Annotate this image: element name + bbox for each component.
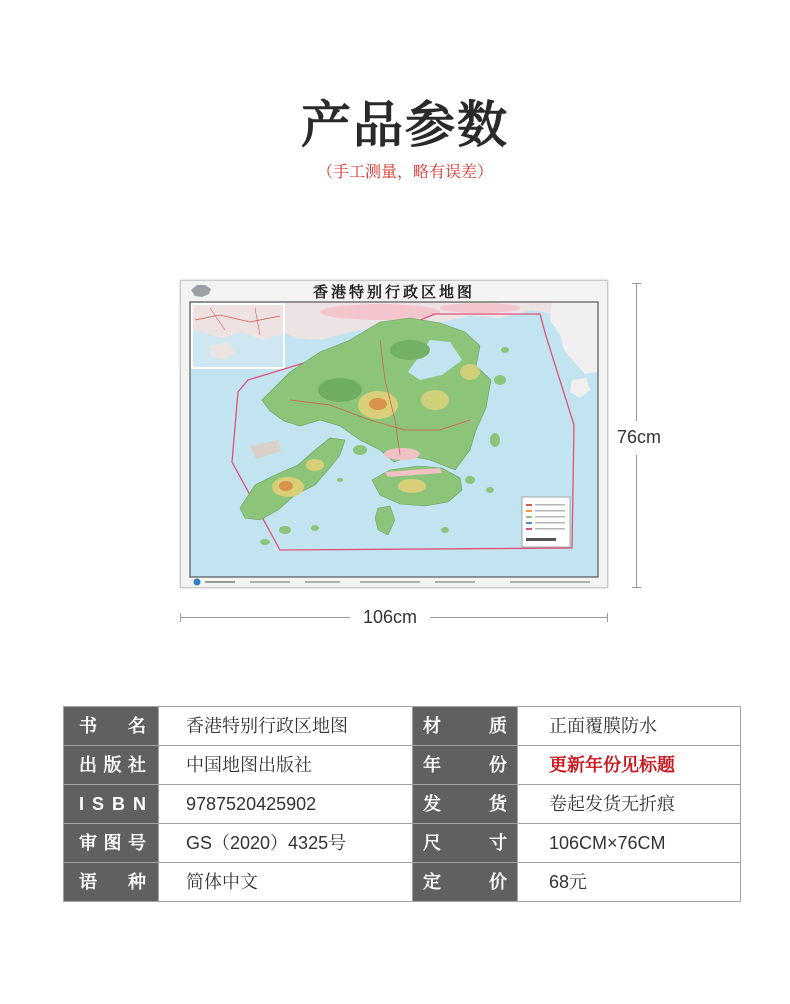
map-product-image [180, 280, 608, 588]
map-urban-area [320, 304, 440, 320]
spec-label: 材质 [413, 707, 518, 746]
map-terrain-high [306, 459, 324, 471]
map-legend-line [535, 504, 565, 506]
map-terrain-high [421, 390, 449, 410]
spec-value: 香港特别行政区地图 [159, 707, 413, 746]
spec-value: 中国地图出版社 [159, 746, 413, 785]
spec-label: 书名 [64, 707, 159, 746]
map-illustration [180, 280, 608, 588]
spec-value: 卷起发货无折痕 [518, 785, 741, 824]
map-land-islet [476, 394, 484, 406]
spec-value: 9787520425902 [159, 785, 413, 824]
spec-label: 尺寸 [413, 824, 518, 863]
map-legend-line [535, 528, 565, 530]
spec-row [64, 824, 741, 863]
map-terrain-high [398, 479, 426, 493]
map-legend-swatch [526, 516, 532, 518]
map-terrain-ridge [390, 340, 430, 360]
map-land-tsing-yi [353, 445, 367, 455]
map-land-islet [260, 539, 270, 545]
page-title: 产品参数 [301, 97, 509, 153]
map-terrain-ridge [318, 378, 362, 402]
map-footer-print-info [435, 581, 475, 583]
height-dimension-line [636, 455, 637, 587]
spec-value: GS（2020）4325号 [159, 824, 413, 863]
spec-label: 定价 [413, 863, 518, 902]
spec-row [64, 785, 741, 824]
map-land-peng-chau [337, 478, 343, 482]
spec-value: 正面覆膜防水 [518, 707, 741, 746]
width-dimension-line [430, 617, 608, 618]
map-footer-print-info [305, 581, 340, 583]
spec-value: 简体中文 [159, 863, 413, 902]
spec-label: 发货 [413, 785, 518, 824]
page-subtitle: （手工测量，略有误差） [316, 164, 493, 181]
map-terrain-high [460, 364, 480, 380]
map-terrain-peak [279, 481, 293, 491]
map-legend-line [535, 516, 565, 518]
spec-label: 语种 [64, 863, 159, 902]
width-dimension-tick [607, 613, 608, 622]
map-footer-print-info [510, 581, 590, 583]
map-land-islet [486, 487, 494, 493]
product-spec-table [63, 706, 741, 902]
map-land-islet [501, 347, 509, 353]
map-legend-line [535, 510, 565, 512]
map-footer-print-info [250, 581, 290, 583]
spec-row [64, 746, 741, 785]
map-legend-swatch [526, 510, 532, 512]
map-footer-print-info [205, 581, 235, 583]
map-legend-scale [526, 538, 556, 541]
map-title: 香港特别行政区地图 [312, 285, 476, 301]
map-land-islet [490, 433, 500, 447]
map-urban-area [440, 303, 520, 313]
width-dimension-label: 106cm [362, 607, 418, 627]
map-land-cheung-chau [311, 525, 319, 531]
spec-value: 68元 [518, 863, 741, 902]
spec-value-highlight: 更新年份见标题 [518, 746, 741, 785]
map-legend-swatch [526, 504, 532, 506]
spec-label: 年份 [413, 746, 518, 785]
spec-row [64, 863, 741, 902]
spec-label: 出版社 [64, 746, 159, 785]
map-footer-print-info [360, 581, 420, 583]
width-dimension-line [180, 617, 350, 618]
map-terrain-peak [369, 398, 387, 410]
map-legend-swatch [526, 528, 532, 530]
map-legend-line [535, 522, 565, 524]
spec-value: 106CM×76CM [518, 824, 741, 863]
map-legend-swatch [526, 522, 532, 524]
height-dimension-tick [632, 587, 641, 588]
publisher-logo-icon [194, 579, 201, 586]
map-land-islet [494, 375, 506, 385]
spec-label: ISBN [64, 785, 159, 824]
spec-row [64, 707, 741, 746]
height-dimension-label: 76cm [616, 427, 661, 447]
height-dimension-line [636, 283, 637, 421]
map-land-islet [465, 476, 475, 484]
map-land-po-toi [441, 527, 449, 533]
spec-label: 审图号 [64, 824, 159, 863]
map-urban-kowloon [384, 448, 420, 460]
map-land-islet [279, 526, 291, 534]
